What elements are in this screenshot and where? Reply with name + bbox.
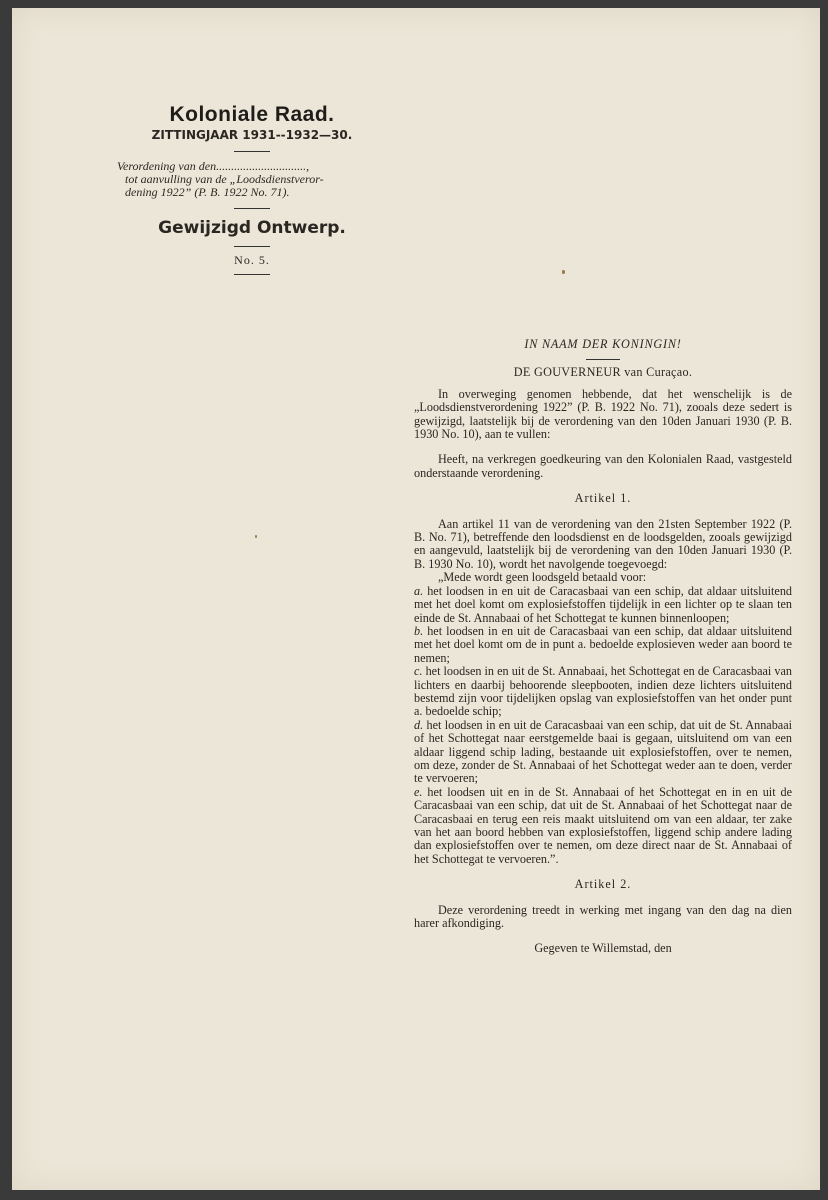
list-item bbox=[414, 625, 792, 665]
item-letter: d. bbox=[414, 717, 424, 732]
item-text: het loodsen in en uit de St. Annabaai, het Schottegat en de Caracasbaai van lichters en daarbij behoorende sleepbooten, indien deze lichters uitsluitend bestemd zijn voor tijdelijken opslag van explosiefstoffen van het onder punt a. bedoelde schip; bbox=[414, 664, 792, 719]
governor-line: DE GOUVERNEUR van Curaçao. bbox=[513, 365, 693, 380]
item-text: het loodsen in en uit de Caracasbaai van een schip, dat aldaar uitsluitend met het doel komt om de in punt a. bedoelde explosieven weder aan boord te nemen; bbox=[414, 623, 793, 665]
enactment-clause: Heeft, na verkregen goedkeuring van den Kolonialen Raad, vastgesteld onderstaande verordening. bbox=[414, 452, 792, 480]
article-1-heading: Artikel 1. bbox=[574, 491, 632, 506]
article-2-text: Deze verordening treedt in werking met ingang van den dag na dien harer afkondiging. bbox=[414, 902, 792, 931]
item-letter: b. bbox=[414, 623, 424, 638]
ordinance-line: tot aanvulling van de „Loodsdienstveror- bbox=[125, 172, 324, 186]
closing-line: Gegeven te Willemstad, den bbox=[534, 941, 672, 956]
header-divider bbox=[234, 246, 270, 247]
paper-spot bbox=[255, 535, 257, 538]
header-divider bbox=[234, 208, 270, 209]
preamble: In overweging genomen hebbende, dat het wenschelijk is de „Loodsdienstverordening 1922” (P. B. 1922 No. 71), zooals deze sedert is gewijzigd, laatstelijk bij de verordening van den 10den Januari 1930 (P. B. 1930 No. 10), aan te vullen: bbox=[414, 386, 792, 442]
item-text: het loodsen in en uit de Caracasbaai van een schip, dat uit de St. Annabaai of het Schottegat naar eerstgemelde baai is gegaan, uitsluitend om van een aldaar liggend schip lading, bestaande uit explosiefstoffen, over te nemen, om deze, zonder de St. Annabaai of het Schottegat weder aan te doen, verder te vervoeren; bbox=[414, 717, 793, 786]
paper-spot bbox=[562, 270, 565, 274]
body-divider bbox=[586, 359, 620, 360]
item-text: het loodsen in en uit de Caracasbaai van een schip, dat aldaar uitsluitend met het doel komt om explosiefstoffen tijdelijk in een lichter op te slaan ten einde de St. Annabaai of het Schottegat te kunnen binnenloopen; bbox=[414, 583, 793, 625]
ordinance-title bbox=[117, 160, 387, 199]
ordinance-line: dening 1922” (P. B. 1922 No. 71). bbox=[125, 185, 290, 199]
amended-draft-heading: Gewijzigd Ontwerp. bbox=[158, 218, 346, 238]
ordinance-body bbox=[414, 338, 792, 956]
document-number: No. 5. bbox=[234, 253, 270, 267]
article-2-heading: Artikel 2. bbox=[574, 877, 632, 892]
header-divider bbox=[234, 274, 270, 275]
article-1-intro: Aan artikel 11 van de verordening van den 21sten September 1922 (P. B. No. 71), betreffende den loodsdienst en de loodsgelden, zooals gewijzigd en aangevuld, laatstelijk bij de verordening van den 10den Januari 1930 (P. B. 1930 No. 10), wordt het navolgende toegevoegd: bbox=[414, 516, 792, 571]
document-header bbox=[117, 103, 387, 284]
article-1-quote-open: „Mede wordt geen loodsgeld betaald voor: bbox=[438, 570, 647, 585]
ordinance-line: Verordening van den.............................., bbox=[117, 159, 310, 173]
list-item bbox=[414, 719, 792, 786]
item-letter: e. bbox=[414, 784, 423, 799]
invocation: IN NAAM DER KONINGIN! bbox=[524, 337, 682, 351]
item-letter: a. bbox=[414, 583, 424, 598]
session-year: ZITTINGJAAR 1931--1932—30. bbox=[151, 128, 353, 142]
item-text: het loodsen uit en in de St. Annabaai of het Schottegat en in en uit de Caracasbaai van een schip, dat uit de St. Annabaai of het Schottegat naar de Caracasbaai en terug een reis maakt uitsluitend om van een aldaar, ter zake van het aan boord hebben van explosiefstoffen, liggend schip andere lading dan explosiefstoffen over te nemen, om deze direct naar de St. Annabaai of het Schottegat te vervoeren.”. bbox=[414, 784, 793, 866]
council-title: Koloniale Raad. bbox=[169, 103, 335, 126]
list-item bbox=[414, 585, 792, 625]
document-page bbox=[12, 8, 820, 1190]
item-letter: c. bbox=[414, 664, 423, 679]
list-item bbox=[414, 665, 792, 719]
list-item bbox=[414, 786, 792, 866]
header-divider bbox=[234, 151, 270, 152]
